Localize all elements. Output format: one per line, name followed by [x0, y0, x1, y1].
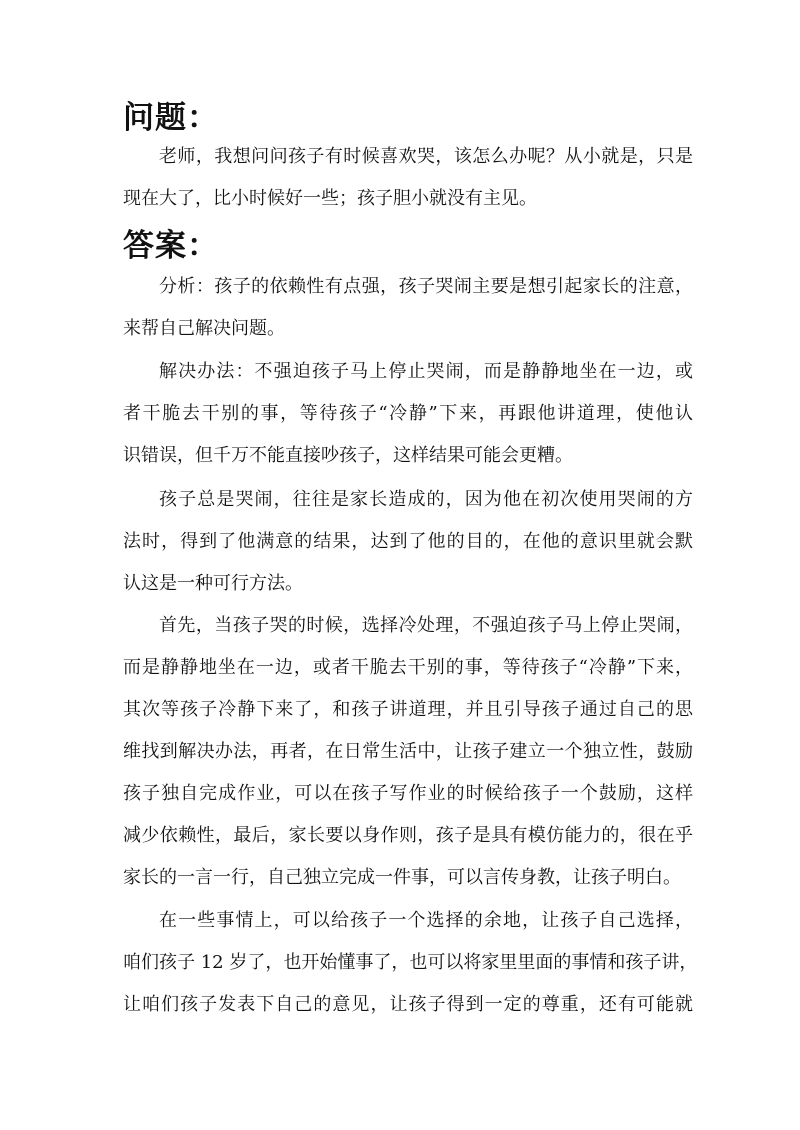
paragraph-line: 识错误，但千万不能直接吵孩子，这样结果可能会更糟。: [123, 445, 573, 466]
question-text: [123, 136, 693, 220]
paragraph-line: 维找到解决办法，再者，在日常生活中，让孩子建立一个独立性，鼓励: [123, 741, 693, 762]
paragraph-line: 分析：孩子的依赖性有点强，孩子哭闹主要是想引起家长的注意，: [159, 276, 693, 297]
paragraph-line: 首先，当孩子哭的时候，选择冷处理，不强迫孩子马上停止哭闹，: [159, 615, 693, 636]
question-line: 老师，我想问问孩子有时候喜欢哭，该怎么办呢？从小就是，只是: [159, 146, 693, 167]
answer-heading: 答案：: [123, 228, 219, 264]
paragraph-line: 孩子总是哭闹，往往是家长造成的，因为他在初次使用哭闹的方: [159, 489, 693, 510]
question-heading: 问题：: [123, 100, 219, 136]
paragraph-line: 者干脆去干别的事，等待孩子“冷静”下来，再跟他讲道理，使他认: [123, 403, 693, 424]
paragraph-line: 解决办法：不强迫孩子马上停止哭闹，而是静静地坐在一边，或: [159, 361, 693, 382]
paragraph-line: 家长的一言一行，自己独立完成一件事，可以言传身教，让孩子明白。: [123, 867, 681, 888]
paragraph-line: 孩子独自完成作业，可以在孩子写作业的时候给孩子一个鼓励，这样: [123, 783, 693, 804]
answer-paragraph-analysis: [123, 266, 693, 350]
answer-paragraph-cause: [123, 479, 693, 605]
answer-paragraph-steps: [123, 605, 693, 899]
answer-paragraph-solution: [123, 351, 693, 477]
paragraph-line: 其次等孩子冷静下来了，和孩子讲道理，并且引导孩子通过自己的思: [123, 699, 693, 720]
paragraph-line: 而是静静地坐在一边，或者干脆去干别的事，等待孩子“冷静”下来，: [123, 657, 693, 678]
paragraph-line: 来帮自己解决问题。: [123, 318, 285, 339]
answer-paragraph-choice: [123, 900, 698, 1026]
paragraph-line: 认这是一种可行方法。: [123, 573, 303, 594]
question-line: 现在大了，比小时候好一些；孩子胆小就没有主见。: [123, 188, 537, 209]
paragraph-line: 让咱们孩子发表下自己的意见，让孩子得到一定的尊重，还有可能就: [123, 994, 693, 1015]
paragraph-line: 咱们孩子 12 岁了，也开始懂事了，也可以将家里里面的事情和孩子讲，: [123, 952, 698, 973]
paragraph-line: 减少依赖性，最后，家长要以身作则，孩子是具有模仿能力的，很在乎: [123, 825, 693, 846]
paragraph-line: 在一些事情上，可以给孩子一个选择的余地，让孩子自己选择，: [159, 910, 693, 931]
paragraph-line: 法时，得到了他满意的结果，达到了他的目的，在他的意识里就会默: [123, 531, 693, 552]
